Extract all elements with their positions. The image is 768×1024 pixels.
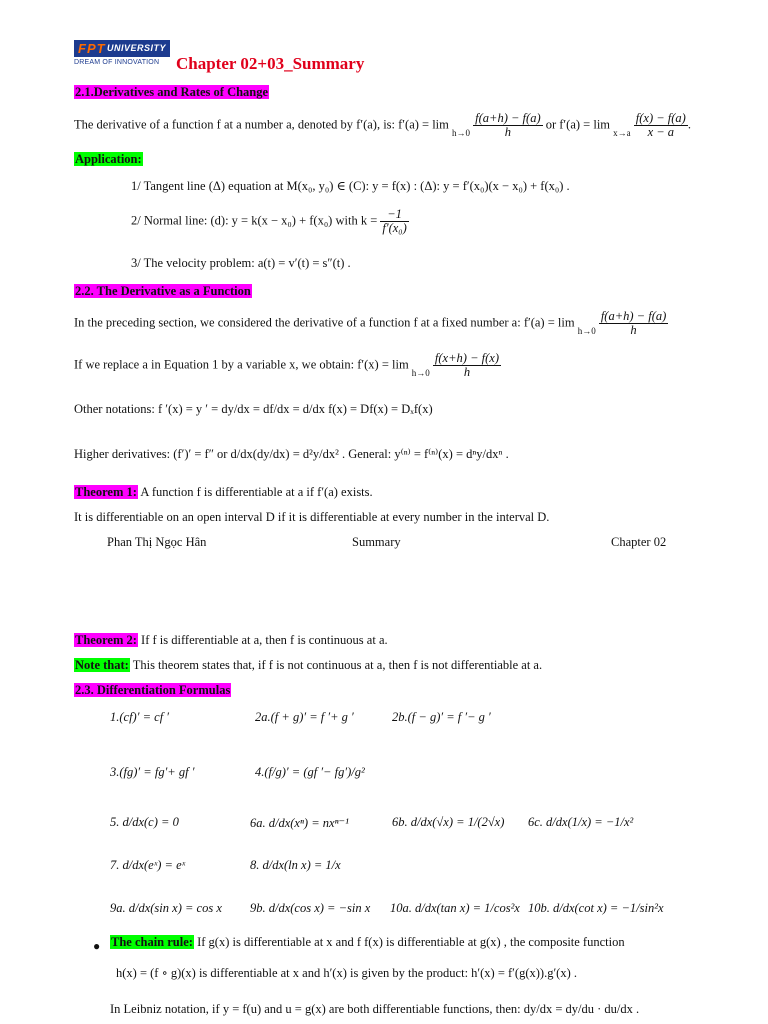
def-fraction-2-den: x − a — [647, 125, 675, 140]
formula-6a: 6a. d/dx(xⁿ) = nxⁿ⁻¹ — [250, 816, 349, 830]
preceding-limit — [578, 327, 596, 336]
tangent-line: 1/ Tangent line (Δ) equation at M(x₀, y₀) ∈ (C): y = f(x) : (Δ): y = f′(x₀)(x − x₀) + f(x₀) . — [131, 179, 570, 193]
replace-text: If we replace a in Equation 1 by a variable x, we obtain: f′(x) = lim — [74, 357, 409, 372]
footer-center: Summary — [352, 535, 401, 549]
section-heading-2-1: 2.1.Derivatives and Rates of Change — [75, 85, 269, 99]
formula-6c: 6c. d/dx(1/x) = −1/x² — [528, 815, 634, 829]
formula-1: 1.(cf)′ = cf ′ — [110, 710, 170, 724]
application-label: Application: — [75, 152, 142, 166]
formula-10a: 10a. d/dx(tan x) = 1/cos²x — [390, 901, 520, 915]
logo-tagline: DREAM OF INNOVATION — [74, 59, 160, 66]
normal-line-fraction — [380, 208, 408, 235]
formula-10b: 10b. d/dx(cot x) = −1/sin²x — [528, 901, 664, 915]
replace-fraction-den: h — [463, 365, 471, 380]
preceding-section-line — [74, 310, 668, 337]
replace-fraction — [433, 352, 501, 379]
note-that — [74, 658, 542, 673]
formula-8: 8. d/dx(ln x) = 1/x — [250, 858, 341, 872]
formula-9a: 9a. d/dx(sin x) = cos x — [110, 901, 222, 915]
def-fraction-1-den: h — [504, 125, 511, 140]
section-heading-2-2: 2.2. The Derivative as a Function — [75, 284, 251, 298]
formula-6b: 6b. d/dx(√x) = 1/(2√x) — [392, 815, 505, 829]
formula-2b: 2b.(f − g)′ = f ′− g ′ — [392, 710, 491, 724]
formula-9b: 9b. d/dx(cos x) = −sin x — [250, 901, 371, 915]
def-fraction-1 — [473, 112, 542, 139]
normal-line — [131, 208, 409, 235]
note-label: Note that: — [75, 658, 129, 672]
def-limit-2-text: x→a — [613, 127, 631, 138]
section-heading-2-3: 2.3. Differentiation Formulas — [75, 683, 231, 697]
theorem-1-text: A function f is differentiable at a if f′(a) exists. — [137, 485, 373, 499]
theorem-2 — [74, 633, 388, 648]
formula-5: 5. d/dx(c) = 0 — [110, 815, 179, 829]
theorem-2-label: Theorem 2: — [75, 633, 137, 647]
page-title: Chapter 02+03_Summary — [176, 54, 365, 73]
theorem-1-label: Theorem 1: — [75, 485, 137, 499]
chain-rule-line-2: h(x) = (f ∘ g)(x) is differentiable at x and h′(x) is given by the product: h′(x) = f′(g(x)).g′(x) . — [116, 966, 578, 980]
chain-rule-label: The chain rule: — [111, 935, 193, 949]
normal-line-num: −1 — [380, 208, 408, 222]
def-limit-1-text: h→0 — [452, 127, 471, 138]
chain-rule-text: If g(x) is differentiable at x and f f(x) is differentiable at g(x) , the composite function — [193, 935, 625, 949]
preceding-fraction — [599, 310, 668, 337]
higher-derivatives: Higher derivatives: (f′)′ = f″ or d/dx(dy/dx) = d²y/dx² . General: y⁽ⁿ⁾ = f⁽ⁿ⁾(x) = dⁿy/dxⁿ . — [74, 447, 509, 461]
leibniz-notation: In Leibniz notation, if y = f(u) and u = g(x) are both differentiable functions, then: dy/dx = dy/du · du/dx . — [110, 1002, 640, 1016]
logo-university: UNIVERSITY — [107, 43, 167, 53]
fpt-university-logo — [74, 40, 170, 70]
replace-limit — [412, 369, 430, 378]
def-limit-2 — [613, 129, 631, 138]
preceding-fraction-num: f(a+h) − f(a) — [600, 309, 667, 323]
formula-2a: 2a.(f + g)′ = f ′+ g ′ — [255, 710, 354, 724]
preceding-text: In the preceding section, we considered the derivative of a function f at a fixed number a: f′(a) = lim — [74, 315, 575, 330]
def-or: or f′(a) = lim — [545, 117, 611, 132]
def-fraction-2-num: f(x) − f(a) — [635, 111, 686, 125]
derivative-definition: The derivative of a function f at a number a, denoted by f′(a), is: f′(a) = lim h→0 $\frac{f(a+h) - f(a)}{h}$ or f′(a) = lim x→a $\frac{f(x) - f(a)}{x - a}$ . — [74, 111, 691, 140]
note-text: This theorem states that, if f is not continuous at a, then f is not differentiable at a. — [129, 658, 543, 672]
preceding-limit-text: h→0 — [577, 325, 596, 336]
normal-line-den: f′(x₀) — [382, 221, 407, 236]
theorem-1 — [74, 485, 373, 500]
bullet-icon: ● — [93, 939, 101, 953]
velocity-problem: 3/ The velocity problem: a(t) = v′(t) = s″(t) . — [131, 256, 351, 270]
def-limit-1 — [452, 129, 470, 138]
replace-fraction-num: f(x+h) − f(x) — [434, 351, 499, 365]
other-notations: Other notations: f ′(x) = y ′ = dy/dx = df/dx = d/dx f(x) = Df(x) = Dₓf(x) — [74, 402, 433, 416]
footer-author: Phan Thị Ngọc Hân — [107, 535, 207, 549]
formula-4: 4.(f/g)′ = (gf ′− fg′)/g² — [255, 765, 365, 779]
replace-line — [74, 352, 501, 379]
def-fraction-1-num: f(a+h) − f(a) — [475, 111, 541, 125]
theorem-2-text: If f is differentiable at a, then f is continuous at a. — [137, 633, 388, 647]
preceding-fraction-den: h — [630, 323, 637, 338]
def-text: The derivative of a function f at a number a, denoted by f′(a), is: f′(a) = lim — [74, 117, 449, 132]
replace-limit-text: h→0 — [411, 367, 430, 378]
formula-3: 3.(fg)′ = fg′+ gf ′ — [110, 765, 195, 779]
chain-rule — [110, 935, 625, 950]
theorem-1-line-2: It is differentiable on an open interval D if it is differentiable at every number in the interval D. — [74, 510, 550, 524]
footer-right: Chapter 02 — [611, 535, 667, 549]
logo-brand: FPT — [78, 41, 106, 56]
normal-line-text: 2/ Normal line: (d): y = k(x − x₀) + f(x₀) with k = — [131, 213, 378, 228]
formula-7: 7. d/dx(eˣ) = eˣ — [110, 858, 186, 872]
def-fraction-2 — [634, 112, 688, 139]
